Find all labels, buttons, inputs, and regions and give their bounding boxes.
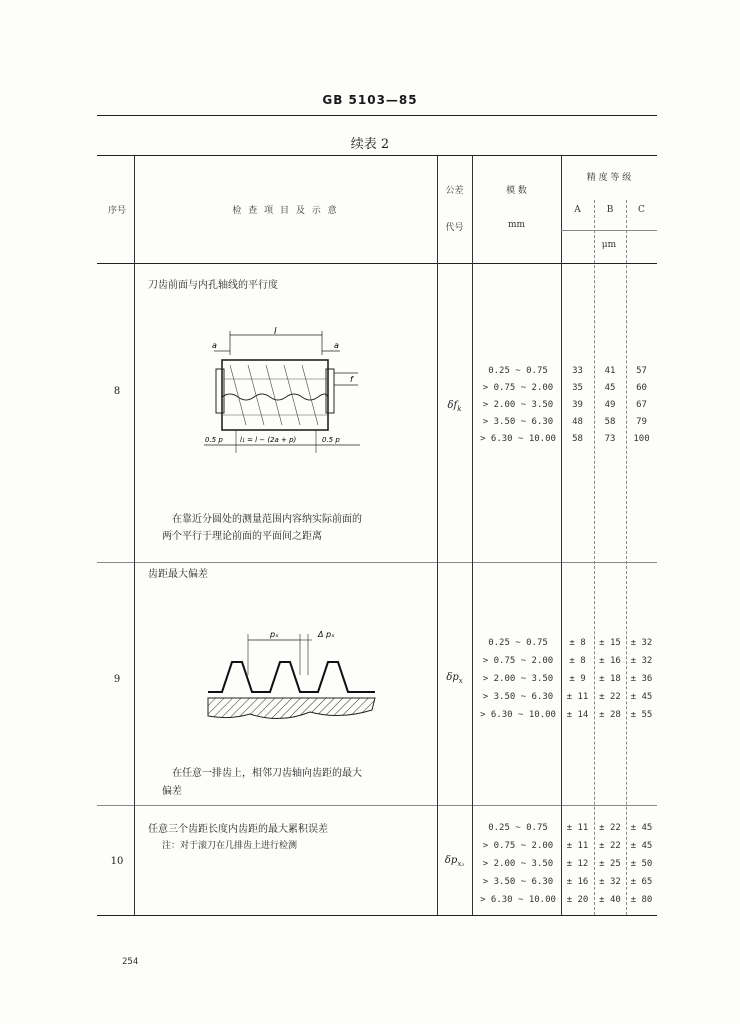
- pitch-deviation-label: Δ pₓ: [318, 630, 335, 639]
- tolerance-value: ± 55: [630, 710, 653, 720]
- header-bottom-rule: [97, 263, 657, 264]
- tolerance-value: ± 32: [599, 877, 621, 887]
- tolerance-symbol: $\delta p_{x_3}$: [444, 855, 465, 868]
- module-range: > 3.50 ~ 6.30: [482, 417, 554, 427]
- tolerance-value: 73: [604, 434, 616, 444]
- row-divider: [97, 805, 657, 806]
- dim-l-label: l: [274, 327, 277, 337]
- col-divider: [472, 155, 473, 915]
- module-range: > 0.75 ~ 2.00: [482, 841, 554, 851]
- tolerance-value: 100: [633, 434, 650, 444]
- item-title: 任意三个齿距长度内齿距的最大累积误差: [148, 824, 328, 835]
- col-header-no: 序号: [107, 206, 126, 216]
- row-divider: [97, 562, 657, 563]
- col-divider: [561, 155, 562, 915]
- tolerance-value: 48: [572, 417, 583, 427]
- module-range: 0.25 ~ 0.75: [488, 366, 548, 376]
- grade-a: A: [574, 205, 581, 215]
- item-note: 注：对于滚刀在几排齿上进行检测: [162, 841, 298, 851]
- tolerance-value: ± 65: [630, 877, 653, 887]
- dim-a-label: a: [334, 341, 339, 350]
- tolerance-value: ± 36: [630, 674, 653, 684]
- dim-a-label: a: [212, 341, 217, 350]
- tolerance-value: ± 22: [599, 841, 621, 851]
- tolerance-value: ± 22: [599, 692, 621, 702]
- dim-l1-formula: l₁ = l − (2a + p): [240, 436, 297, 444]
- module-range: 0.25 ~ 0.75: [488, 823, 548, 833]
- tolerance-value: ± 32: [630, 638, 653, 648]
- tolerance-value: ± 14: [566, 710, 589, 720]
- tolerance-value: 57: [636, 366, 647, 376]
- grade-b: B: [606, 205, 614, 215]
- tolerance-value: ± 16: [566, 877, 589, 887]
- row-number: 9: [113, 674, 121, 685]
- tolerance-value: ± 12: [566, 859, 589, 869]
- module-range: > 3.50 ~ 6.30: [482, 877, 554, 887]
- module-range: > 2.00 ~ 3.50: [482, 674, 554, 684]
- tolerance-value: ± 11: [566, 823, 589, 833]
- tolerance-value: 58: [572, 434, 583, 444]
- grade-c: C: [638, 205, 645, 215]
- tolerance-value: ± 8: [569, 638, 586, 648]
- module-range: > 0.75 ~ 2.00: [482, 656, 554, 666]
- tolerance-value: ± 8: [569, 656, 586, 666]
- tolerance-value: ± 28: [599, 710, 621, 720]
- grade-rule: [561, 230, 657, 231]
- tolerance-value: ± 11: [566, 692, 589, 702]
- header-rule: [97, 115, 657, 116]
- tolerance-value: 41: [604, 366, 616, 376]
- col-header-symbol: 公差: [445, 186, 464, 196]
- tolerance-value: 67: [636, 400, 647, 410]
- module-range: > 2.00 ~ 3.50: [482, 859, 554, 869]
- tolerance-value: 39: [572, 400, 583, 410]
- col-divider: [437, 155, 438, 915]
- item-note: 在靠近分圆处的测量范围内容纳实际前面的: [172, 514, 362, 525]
- item-title: 齿距最大偏差: [148, 569, 208, 580]
- tolerance-value: ± 32: [630, 656, 653, 666]
- module-range: > 0.75 ~ 2.00: [482, 383, 554, 393]
- dim-half-pitch: 0.5 p: [205, 436, 223, 444]
- tolerance-value: ± 45: [630, 692, 653, 702]
- tolerance-value: ± 40: [599, 895, 621, 905]
- tolerance-value: ± 20: [566, 895, 589, 905]
- tolerance-value: ± 15: [599, 638, 621, 648]
- module-range: > 3.50 ~ 6.30: [482, 692, 554, 702]
- table-top-rule: [97, 155, 657, 156]
- dim-f-label: f: [350, 375, 353, 384]
- col-divider: [134, 155, 135, 915]
- item-note: 在任意一排齿上，相邻刀齿轴向齿距的最大: [172, 768, 362, 779]
- tolerance-value: ± 22: [599, 823, 621, 833]
- module-range: > 2.00 ~ 3.50: [482, 400, 554, 410]
- module-range: 0.25 ~ 0.75: [488, 638, 548, 648]
- item-note: 偏差: [162, 786, 182, 797]
- row-number: 8: [113, 386, 121, 397]
- tolerance-value: ± 18: [599, 674, 621, 684]
- row-number: 10: [110, 856, 124, 867]
- module-range: > 6.30 ~ 10.00: [480, 434, 556, 444]
- col-header-grade: 精 度 等 级: [586, 173, 632, 183]
- col-header-symbol: 代号: [445, 223, 464, 233]
- table-bottom-rule: [97, 915, 657, 916]
- standard-code: GB 5103—85: [322, 93, 418, 107]
- table-title: 续表 2: [350, 137, 390, 152]
- tolerance-value: ± 80: [630, 895, 653, 905]
- tolerance-value: 33: [572, 366, 583, 376]
- tolerance-symbol: $\delta p_x$: [446, 672, 463, 685]
- tolerance-value: 79: [636, 417, 647, 427]
- tooth-pitch-diagram: [200, 620, 390, 730]
- tolerance-value: ± 25: [599, 859, 621, 869]
- tolerance-value: ± 45: [630, 841, 653, 851]
- col-header-item: 检 查 项 目 及 示 意: [232, 206, 339, 216]
- dim-half-pitch: 0.5 p: [322, 436, 340, 444]
- col-divider: [626, 200, 627, 915]
- tolerance-value: ± 9: [569, 674, 586, 684]
- col-header-module-unit: mm: [507, 220, 526, 230]
- col-header-module: 模 数: [506, 186, 527, 196]
- parallelism-diagram: [200, 325, 375, 460]
- page-number: 254: [122, 957, 139, 967]
- tolerance-value: 45: [604, 383, 616, 393]
- pitch-label: pₓ: [270, 630, 279, 639]
- tolerance-value: 49: [604, 400, 616, 410]
- tolerance-value: ± 45: [630, 823, 653, 833]
- module-range: > 6.30 ~ 10.00: [480, 710, 556, 720]
- item-title: 刀齿前面与内孔轴线的平行度: [148, 280, 278, 291]
- col-divider: [594, 200, 595, 915]
- tolerance-value: ± 11: [566, 841, 589, 851]
- tolerance-value: 60: [636, 383, 647, 393]
- tolerance-value: 58: [604, 417, 616, 427]
- item-note: 两个平行于理论前面的平面间之距离: [162, 531, 322, 542]
- tolerance-value: ± 16: [599, 656, 621, 666]
- tolerance-symbol: $\delta f_k$: [447, 400, 462, 413]
- tolerance-value: ± 50: [630, 859, 653, 869]
- tolerance-value: 35: [572, 383, 583, 393]
- module-range: > 6.30 ~ 10.00: [480, 895, 556, 905]
- unit-label: μm: [601, 240, 617, 250]
